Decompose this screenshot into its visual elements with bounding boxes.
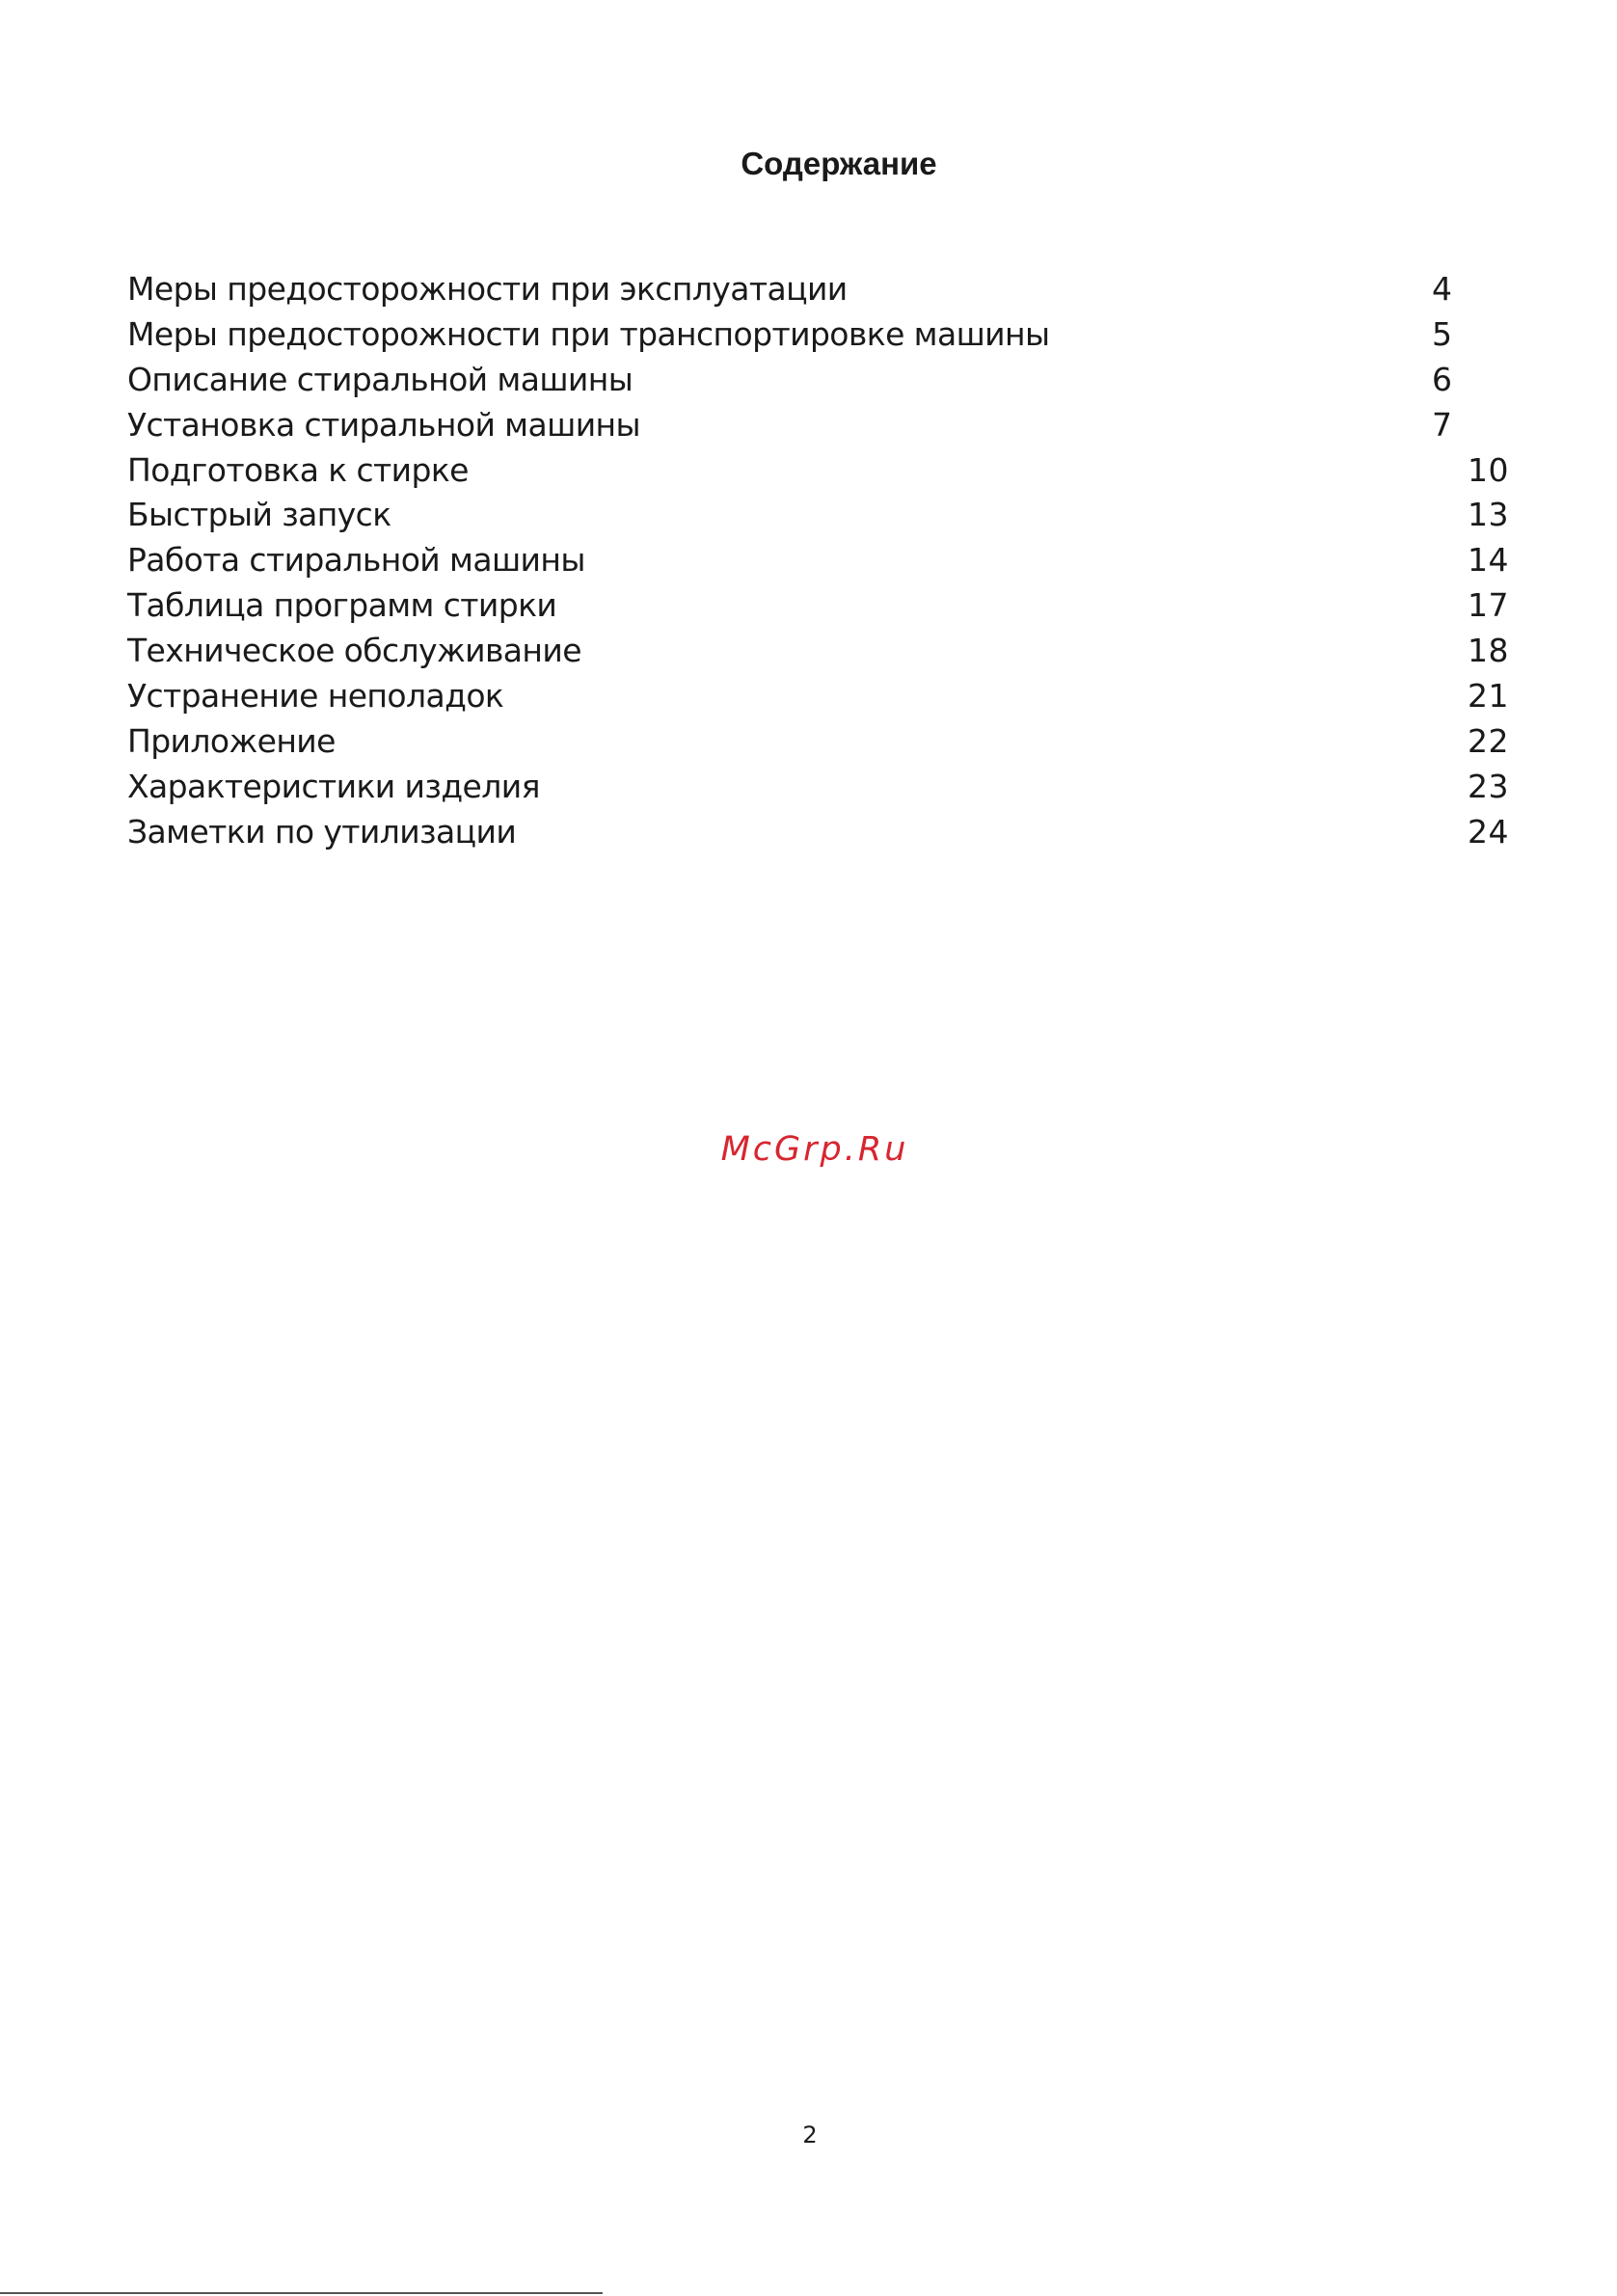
toc-entry: Меры предосторожности при транспортировке машины 5 bbox=[127, 312, 1477, 358]
toc-entry bbox=[127, 493, 1509, 538]
page-title: Содержание bbox=[741, 146, 937, 181]
toc-entry bbox=[127, 538, 1509, 583]
toc-entry-label: Меры предосторожности при транспортировке машины bbox=[127, 314, 1050, 353]
toc-entry-page: 18 bbox=[1468, 632, 1509, 670]
toc-entry-page: 14 bbox=[1468, 541, 1509, 580]
bottom-divider bbox=[0, 2292, 603, 2294]
toc-entry-label: Работа стиральной машины bbox=[127, 541, 585, 580]
watermark-text: McGrp.Ru bbox=[720, 1130, 909, 1169]
toc-entry bbox=[127, 583, 1509, 629]
toc-entry bbox=[127, 719, 1509, 765]
toc-entry-page: 24 bbox=[1468, 812, 1509, 851]
toc-entry-label: Таблица программ стирки bbox=[127, 586, 557, 625]
toc-entry: Меры предосторожности при эксплуатации 4 bbox=[127, 267, 1477, 312]
page-number: 2 bbox=[802, 2121, 818, 2148]
toc-entry bbox=[127, 629, 1509, 674]
table-of-contents bbox=[127, 267, 1509, 855]
toc-entry-label: Техническое обслуживание bbox=[127, 632, 581, 670]
toc-entry bbox=[127, 810, 1509, 855]
toc-entry-label: Описание стиральной машины bbox=[127, 360, 633, 398]
toc-entry-page: 23 bbox=[1468, 767, 1509, 805]
toc-entry-label: Характеристики изделия bbox=[127, 767, 540, 805]
toc-entry-page: 17 bbox=[1468, 586, 1509, 625]
toc-entry-page: 21 bbox=[1468, 677, 1509, 716]
toc-entry: Описание стиральной машины 6 bbox=[127, 358, 1477, 403]
toc-entry-label: Подготовка к стирке bbox=[127, 450, 469, 489]
toc-entry-page: 10 bbox=[1468, 450, 1509, 489]
toc-entry bbox=[127, 765, 1509, 810]
toc-entry-label: Быстрый запуск bbox=[127, 496, 391, 534]
toc-entry-label: Заметки по утилизации bbox=[127, 812, 517, 851]
toc-entry bbox=[127, 448, 1509, 494]
toc-entry-page: 22 bbox=[1468, 721, 1509, 760]
toc-entry-label: Приложение bbox=[127, 721, 336, 760]
toc-entry-page: 13 bbox=[1468, 496, 1509, 534]
toc-entry-label: Установка стиральной машины bbox=[127, 405, 640, 444]
toc-entry: Установка стиральной машины 7 bbox=[127, 403, 1477, 448]
toc-entry bbox=[127, 674, 1509, 719]
toc-entry-label: Устранение неполадок bbox=[127, 677, 504, 716]
toc-entry-label: Меры предосторожности при эксплуатации bbox=[127, 270, 848, 308]
